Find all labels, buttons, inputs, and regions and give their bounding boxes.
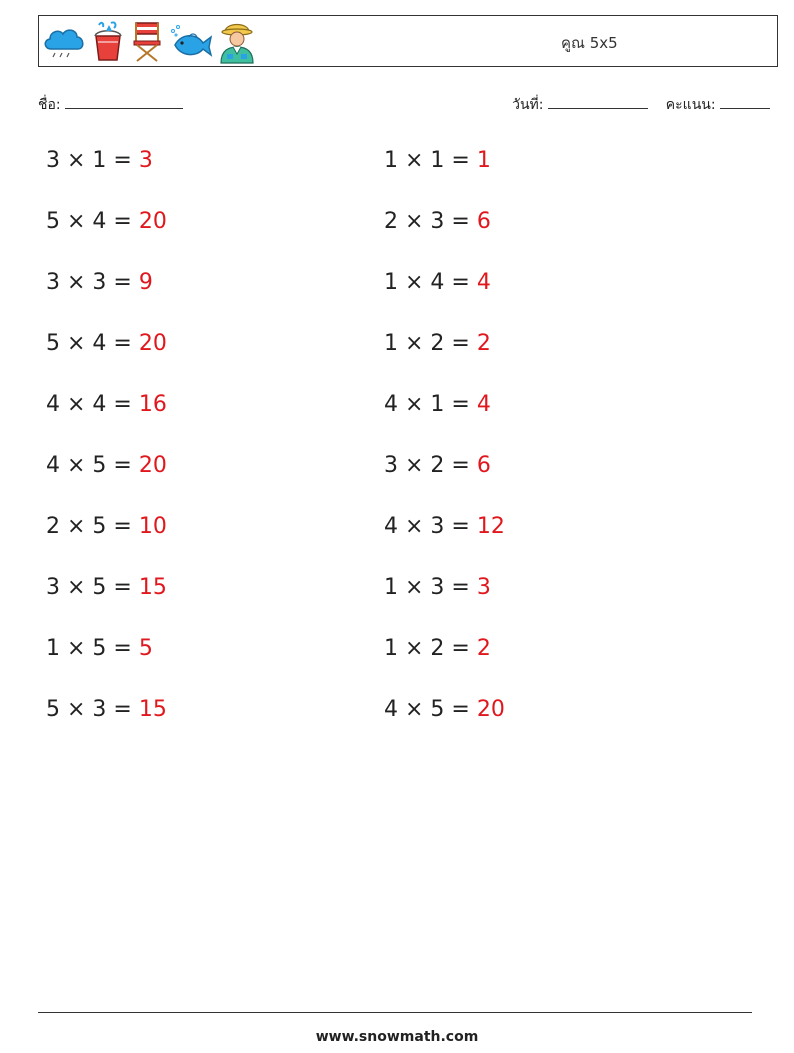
problem-row <box>46 636 153 661</box>
problem-row <box>384 453 491 478</box>
problem-answer: 20 <box>138 331 167 356</box>
problem-answer: 6 <box>476 209 491 234</box>
problem-question: 5 × 3 = <box>46 697 139 722</box>
problem-question: 4 × 4 = <box>46 392 139 417</box>
footer-url[interactable]: www.snowmath.com <box>315 1029 479 1045</box>
problem-question: 4 × 1 = <box>384 392 477 417</box>
bucket-icon <box>91 19 125 63</box>
problem-question: 2 × 5 = <box>46 514 139 539</box>
problem-row <box>46 514 167 539</box>
problem-answer: 20 <box>138 209 167 234</box>
problem-answer: 12 <box>476 514 505 539</box>
worksheet-title: คูณ 5x5 <box>561 34 618 52</box>
problem-question: 4 × 3 = <box>384 514 477 539</box>
name-label: ชื่อ: <box>38 97 61 113</box>
date-score-fields <box>512 94 770 116</box>
problem-question: 3 × 5 = <box>46 575 139 600</box>
problem-answer: 3 <box>476 575 491 600</box>
problem-row <box>46 453 167 478</box>
problem-row <box>384 331 491 356</box>
problem-row <box>46 148 153 173</box>
problem-question: 4 × 5 = <box>384 697 477 722</box>
problem-answer: 1 <box>476 148 491 173</box>
problem-row <box>384 636 491 661</box>
icon-strip <box>41 18 257 64</box>
score-label: คะแนน: <box>665 97 716 113</box>
problem-question: 1 × 2 = <box>384 331 477 356</box>
problem-answer: 20 <box>138 453 167 478</box>
problem-answer: 20 <box>476 697 505 722</box>
problem-row <box>46 331 167 356</box>
name-blank[interactable] <box>65 96 183 109</box>
problem-row <box>384 148 491 173</box>
score-blank[interactable] <box>720 96 770 109</box>
problem-question: 1 × 3 = <box>384 575 477 600</box>
problem-answer: 16 <box>138 392 167 417</box>
problem-question: 3 × 2 = <box>384 453 477 478</box>
problem-question: 1 × 1 = <box>384 148 477 173</box>
name-field[interactable] <box>38 94 183 116</box>
problem-question: 1 × 2 = <box>384 636 477 661</box>
problem-answer: 3 <box>138 148 153 173</box>
problem-row <box>46 575 167 600</box>
problem-question: 1 × 4 = <box>384 270 477 295</box>
fisherman-icon <box>217 18 257 64</box>
problem-question: 4 × 5 = <box>46 453 139 478</box>
problem-answer: 5 <box>138 636 153 661</box>
footer-divider <box>38 1012 752 1013</box>
date-blank[interactable] <box>548 96 648 109</box>
problem-answer: 2 <box>476 331 491 356</box>
problem-row <box>384 209 491 234</box>
date-label: วันที่: <box>512 97 544 113</box>
problem-row <box>46 270 153 295</box>
problem-answer: 2 <box>476 636 491 661</box>
problem-row <box>384 270 491 295</box>
problem-answer: 4 <box>476 392 491 417</box>
problem-answer: 15 <box>138 575 167 600</box>
problem-answer: 15 <box>138 697 167 722</box>
cloud-rain-icon <box>41 21 87 61</box>
problem-row <box>384 575 491 600</box>
problem-question: 5 × 4 = <box>46 331 139 356</box>
worksheet-header <box>38 15 778 67</box>
problem-question: 3 × 3 = <box>46 270 139 295</box>
problem-row <box>384 514 505 539</box>
problem-answer: 10 <box>138 514 167 539</box>
problem-answer: 6 <box>476 453 491 478</box>
problem-question: 1 × 5 = <box>46 636 139 661</box>
problem-answer: 9 <box>138 270 153 295</box>
problem-row <box>46 697 167 722</box>
problem-question: 5 × 4 = <box>46 209 139 234</box>
problem-question: 3 × 1 = <box>46 148 139 173</box>
problem-row <box>384 392 491 417</box>
director-chair-icon <box>129 19 165 63</box>
problem-row <box>46 392 167 417</box>
fish-icon <box>169 21 213 61</box>
problem-answer: 4 <box>476 270 491 295</box>
problem-row <box>46 209 167 234</box>
problem-row <box>384 697 505 722</box>
problem-question: 2 × 3 = <box>384 209 477 234</box>
